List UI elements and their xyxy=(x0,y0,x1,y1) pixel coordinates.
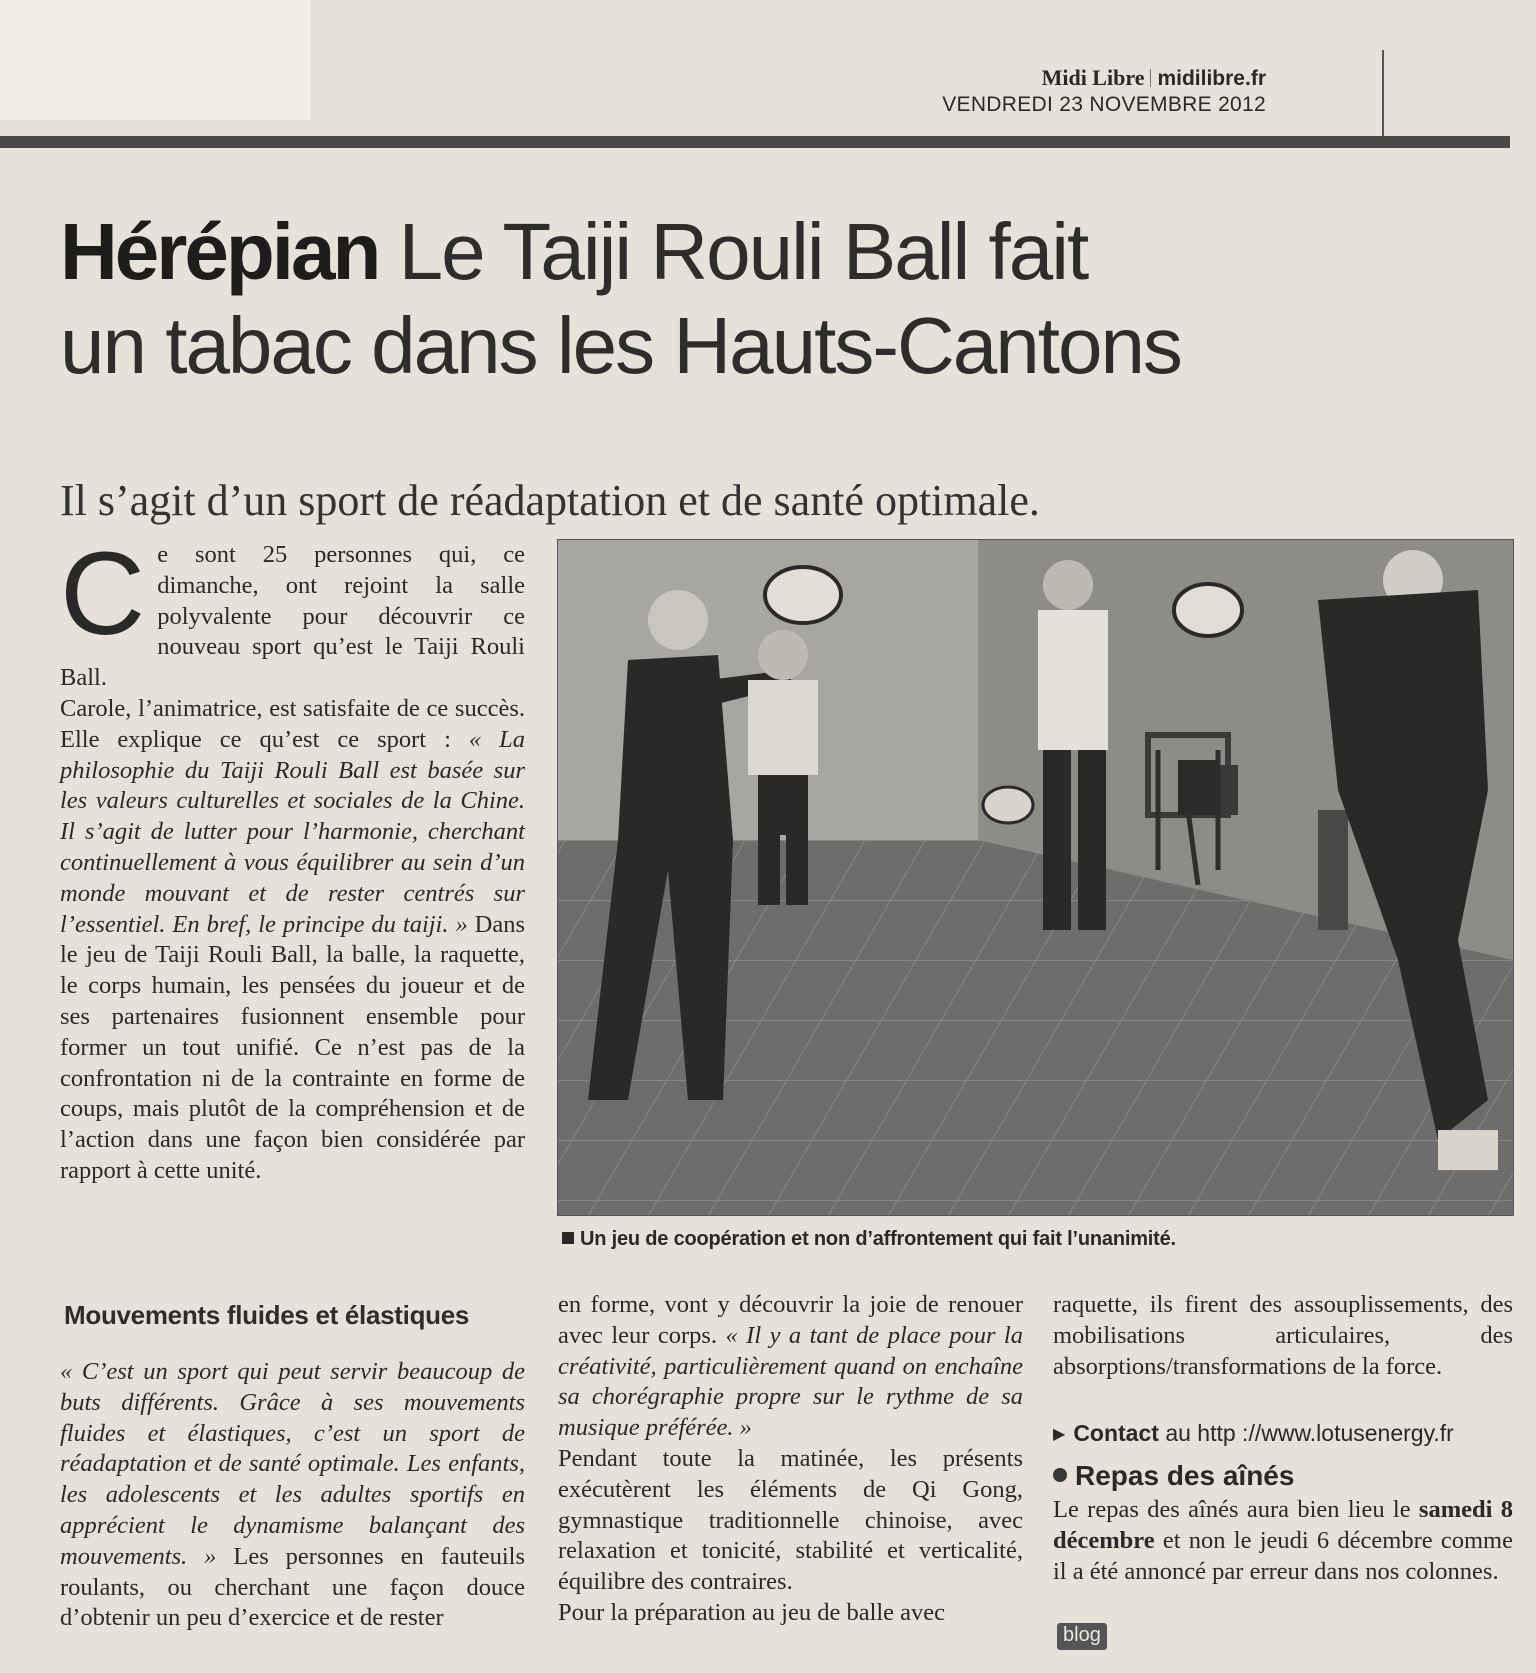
paragraph-3-quote: « C’est un sport qui peut servir beaucoup de buts différents. Grâce à ses mouvements fluides et élastiques, c’est un sport de réadaptation et de santé optimale. Les enfants, les adolescents et les adultes sportifs en apprécient le dynamisme balançant des mouvements. » xyxy=(60,1358,525,1570)
blog-tag: blog xyxy=(1057,1623,1107,1650)
contact-label: Contact xyxy=(1073,1420,1159,1446)
masthead-vertical-rule xyxy=(1382,50,1384,140)
photo-caption xyxy=(562,1228,1176,1251)
brief-text-b: et non le jeudi 6 décembre comme il a été annoncé par erreur dans nos colonnes. xyxy=(1053,1526,1513,1585)
section-subtitle: Mouvements fluides et élastiques xyxy=(64,1300,470,1330)
subheadline: Il s’agit d’un sport de réadaptation et de santé optimale. xyxy=(60,476,1040,525)
masthead-separator xyxy=(1150,69,1151,87)
brief-title-text: Repas des aînés xyxy=(1075,1460,1295,1491)
headline-line1: Le Taiji Rouli Ball fait xyxy=(398,207,1088,296)
paragraph-3 xyxy=(60,1357,525,1634)
brief-text-a: Le repas des aînés aura bien lieu le xyxy=(1053,1496,1419,1523)
caption-text: Un jeu de coopération et non d’affrontement qui fait l’unanimité. xyxy=(580,1228,1176,1250)
header-rule xyxy=(0,136,1510,148)
article-column-1-bottom xyxy=(60,1357,525,1634)
brief-title xyxy=(1053,1460,1294,1492)
column-2-quote: « Il y a tant de place pour la créativité, particulièrement quand on enchaîne sa chorégraphie propre sur le rythme de sa musique préférée. » xyxy=(558,1321,1023,1442)
paragraph-4: Pendant toute la matinée, les présents exécutèrent les éléments de Qi Gong, gymnastique traditionnelle chinoise, avec relaxation et tonicité, stabilité et verticalité, équilibre des contraires. xyxy=(558,1444,1023,1596)
publication-name: Midi Libre xyxy=(1041,65,1145,90)
drop-cap: C xyxy=(60,528,146,660)
article-photo xyxy=(557,539,1514,1216)
column-3-paragraph: raquette, ils firent des assouplissements, des mobilisations articulaires, des absorptions/transformations de la force. xyxy=(1053,1291,1513,1380)
contact-url[interactable]: au http ://www.lotusenergy.fr xyxy=(1158,1420,1454,1446)
photo-illustration xyxy=(558,540,1513,1215)
arrow-icon: ▶ xyxy=(1053,1426,1066,1443)
publication-site: midilibre.fr xyxy=(1157,67,1266,90)
column-2-start: en forme, vont y découvrir la joie de renouer avec leur corps. xyxy=(558,1291,1023,1349)
paragraph-2 xyxy=(60,694,525,1187)
article-column-3 xyxy=(1053,1290,1513,1382)
brief-text-bold: samedi 8 décembre xyxy=(1053,1496,1513,1554)
lead-paragraph xyxy=(60,528,525,694)
article-column-2 xyxy=(558,1290,1023,1629)
paragraph-3-rest: Les personnes en fauteuils roulants, ou cherchant une façon douce d’obtenir un peu d’exercice et de rester xyxy=(60,1542,525,1632)
headline-place: Hérépian xyxy=(60,207,379,296)
paragraph-2-rest: Dans le jeu de Taiji Rouli Ball, la balle, la raquette, le corps humain, les pensées du joueur et de ses partenaires fusionnent ensemble pour former un tout unifié. Ce n’est pas de la confrontation ni de la contrainte en forme de coups, mais plutôt de la compréhension et de l’action dans une façon bien considérée par rapport à cette unité. xyxy=(60,910,526,1184)
paragraph-2-intro: Carole, l’animatrice, est satisfaite de ce succès. Elle explique ce qu’est ce sport : xyxy=(60,694,525,753)
paragraph-5: Pour la préparation au jeu de balle avec xyxy=(558,1598,946,1626)
headline xyxy=(60,205,1510,393)
article-column-1 xyxy=(60,528,526,1187)
issue-date: VENDREDI 23 NOVEMBRE 2012 xyxy=(942,93,1266,117)
contact-line xyxy=(1053,1420,1454,1447)
headline-line2: un tabac dans les Hauts-Cantons xyxy=(60,301,1181,390)
bullet-icon xyxy=(1053,1468,1067,1482)
lead-text: e sont 25 personnes qui, ce dimanche, ont rejoint la salle polyvalente pour découvrir ce nouveau sport qu’est le Taiji Rouli Ball. xyxy=(60,541,525,692)
masthead-blank-area xyxy=(0,0,310,120)
column-2-paragraph xyxy=(558,1290,1023,1444)
brief-text xyxy=(1053,1495,1513,1587)
caption-square-icon xyxy=(562,1232,574,1244)
paragraph-2-quote: « La philosophie du Taiji Rouli Ball est basée sur les valeurs culturelles et sociales de la Chine. Il s’agit de lutter pour l’harmonie, cherchant continuellement à vous équilibrer au sein d’un monde mouvant et de rester centrés sur l’essentiel. En bref, le principe du taiji. » xyxy=(60,725,525,938)
masthead xyxy=(942,64,1266,119)
